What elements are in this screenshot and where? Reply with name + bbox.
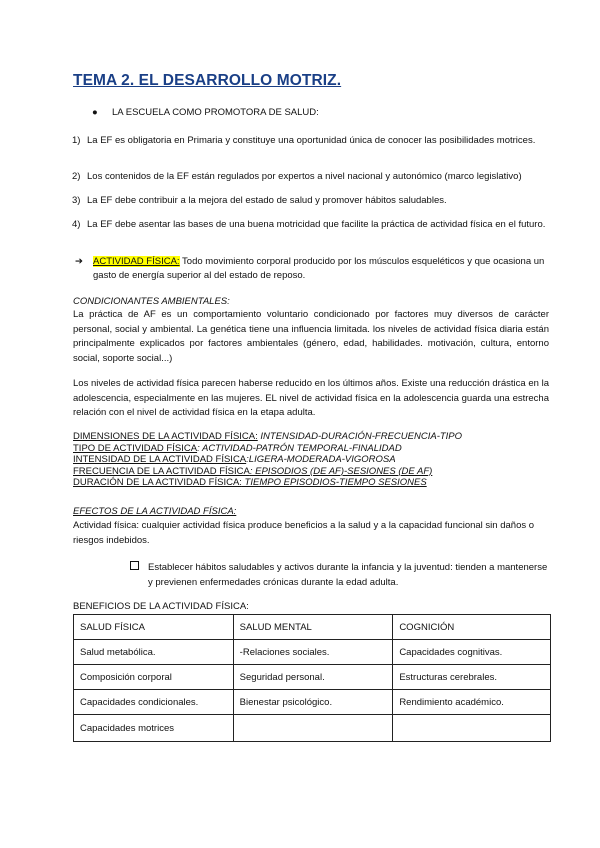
- dimension-label: INTENSIDAD DE LA ACTIVIDAD FÍSICA: [73, 454, 247, 465]
- table-header-row: [74, 615, 551, 640]
- dimension-value: : EPISODIOS (DE AF)-SESIONES (DE AF): [249, 465, 433, 477]
- numbered-item: [72, 134, 552, 147]
- table-row: [74, 715, 551, 742]
- dimension-line: [73, 477, 462, 489]
- table-row: [74, 690, 551, 715]
- definition-term: ACTIVIDAD FÍSICA:: [93, 256, 180, 267]
- column-header: SALUD FÍSICA: [74, 615, 234, 640]
- table-cell: Capacidades condicionales.: [74, 690, 234, 715]
- section-bullet: [92, 107, 319, 118]
- condicionantes-paragraph-2: Los niveles de actividad física parecen haberse reducido en los últimos años. Existe una reducción drástica en la adolescencia, especialmente en las mujeres. EL nivel de actividad física en la adolescencia guarda una estrecha relación con el nivel de actividad física en la etapa adulta.: [73, 378, 549, 418]
- dimension-value: :LIGERA-MODERADA-VIGOROSA: [246, 454, 396, 465]
- table-cell: -Relaciones sociales.: [233, 640, 393, 665]
- table-cell: [393, 715, 551, 742]
- dimension-line: [73, 431, 462, 443]
- bullet-text: LA ESCUELA COMO PROMOTORA DE SALUD:: [112, 107, 319, 118]
- dimension-label: FRECUENCIA DE LA ACTIVIDAD FÍSICA: [73, 465, 250, 477]
- column-header: COGNICIÓN: [393, 615, 551, 640]
- bullet-icon: ●: [92, 107, 98, 118]
- efectos-text: Actividad física: cualquier actividad física produce beneficios a la salud y a la capacidad funcional sin daños o riesgos indebidos.: [73, 520, 535, 546]
- table-row: [74, 665, 551, 690]
- item-number: 2): [72, 171, 81, 182]
- table-cell: [233, 715, 393, 742]
- dimension-value: INTENSIDAD-DURACIÓN-FRECUENCIA-TIPO: [257, 431, 463, 442]
- item-number: 3): [72, 195, 81, 206]
- definition-text: Todo movimiento corporal producido por los músculos esqueléticos y que ocasiona un gasto de energía superior al del estado de reposo.: [93, 256, 545, 281]
- table-cell: Capacidades motrices: [74, 715, 234, 742]
- item-text: La EF es obligatoria en Primaria y constituye una oportunidad única de conocer las posibilidades motrices.: [87, 135, 536, 146]
- dimension-value: TIEMPO EPISODIOS-TIEMPO SESIONES: [241, 477, 427, 488]
- numbered-item: [72, 218, 552, 231]
- dimension-line: [73, 466, 462, 478]
- item-text: La EF debe asentar las bases de una buena motricidad que facilite la práctica de actividad física en el futuro.: [87, 219, 546, 230]
- table-cell: Rendimiento académico.: [393, 690, 551, 715]
- page-title: TEMA 2. EL DESARROLLO MOTRIZ.: [73, 72, 342, 89]
- item-text: La EF debe contribuir a la mejora del estado de salud y promover hábitos saludables.: [87, 195, 447, 206]
- dimension-value: : ACTIVIDAD-PATRÓN TEMPORAL-FINALIDAD: [197, 442, 402, 454]
- table-row: [74, 640, 551, 665]
- arrow-icon: ➔: [75, 256, 83, 267]
- item-number: 4): [72, 219, 81, 230]
- table-cell: Estructuras cerebrales.: [393, 665, 551, 690]
- dimension-label: DURACIÓN DE LA ACTIVIDAD FÍSICA:: [73, 477, 242, 488]
- dimensiones-list: [73, 431, 462, 489]
- numbered-item: [72, 170, 552, 183]
- table-cell: Composición corporal: [74, 665, 234, 690]
- dimension-label: TIPO DE ACTIVIDAD FÍSICA: [73, 442, 198, 454]
- checkbox-square-icon: [130, 561, 139, 570]
- efectos-item-text: Establecer hábitos saludables y activos durante la infancia y la juventud: tienden a mantenerse y previenen enfermedades crónicas durante la edad adulta.: [148, 562, 548, 588]
- beneficios-table: [73, 614, 551, 742]
- table-cell: Bienestar psicológico.: [233, 690, 393, 715]
- table-cell: Salud metabólica.: [74, 640, 234, 665]
- dimension-line: [73, 443, 462, 455]
- table-cell: Seguridad personal.: [233, 665, 393, 690]
- efectos-list-item: [130, 560, 550, 590]
- column-header: SALUD MENTAL: [233, 615, 393, 640]
- efectos-heading: EFECTOS DE LA ACTIVIDAD FÍSICA:: [73, 506, 237, 517]
- beneficios-title: BENEFICIOS DE LA ACTIVIDAD FÍSICA:: [73, 601, 249, 612]
- definition-item: [75, 255, 545, 283]
- dimension-label: DIMENSIONES DE LA ACTIVIDAD FÍSICA:: [73, 431, 258, 442]
- numbered-item: [72, 194, 552, 207]
- table-cell: Capacidades cognitivas.: [393, 640, 551, 665]
- item-number: 1): [72, 135, 81, 146]
- condicionantes-paragraph-1: La práctica de AF es un comportamiento voluntario condicionado por factores muy diversos de carácter personal, social y ambiental. La genética tiene una influencia limitada. los niveles de actividad física diaria están principalmente explicados por factores ambientales (género, edad, habilidades. motivación, cultura, entorno social, soporte social...): [73, 309, 549, 364]
- dimension-line: [73, 454, 462, 466]
- condicionantes-heading: CONDICIONANTES AMBIENTALES:: [73, 296, 230, 307]
- item-text: Los contenidos de la EF están regulados por expertos a nivel nacional y autonómico (marco legislativo): [87, 171, 522, 182]
